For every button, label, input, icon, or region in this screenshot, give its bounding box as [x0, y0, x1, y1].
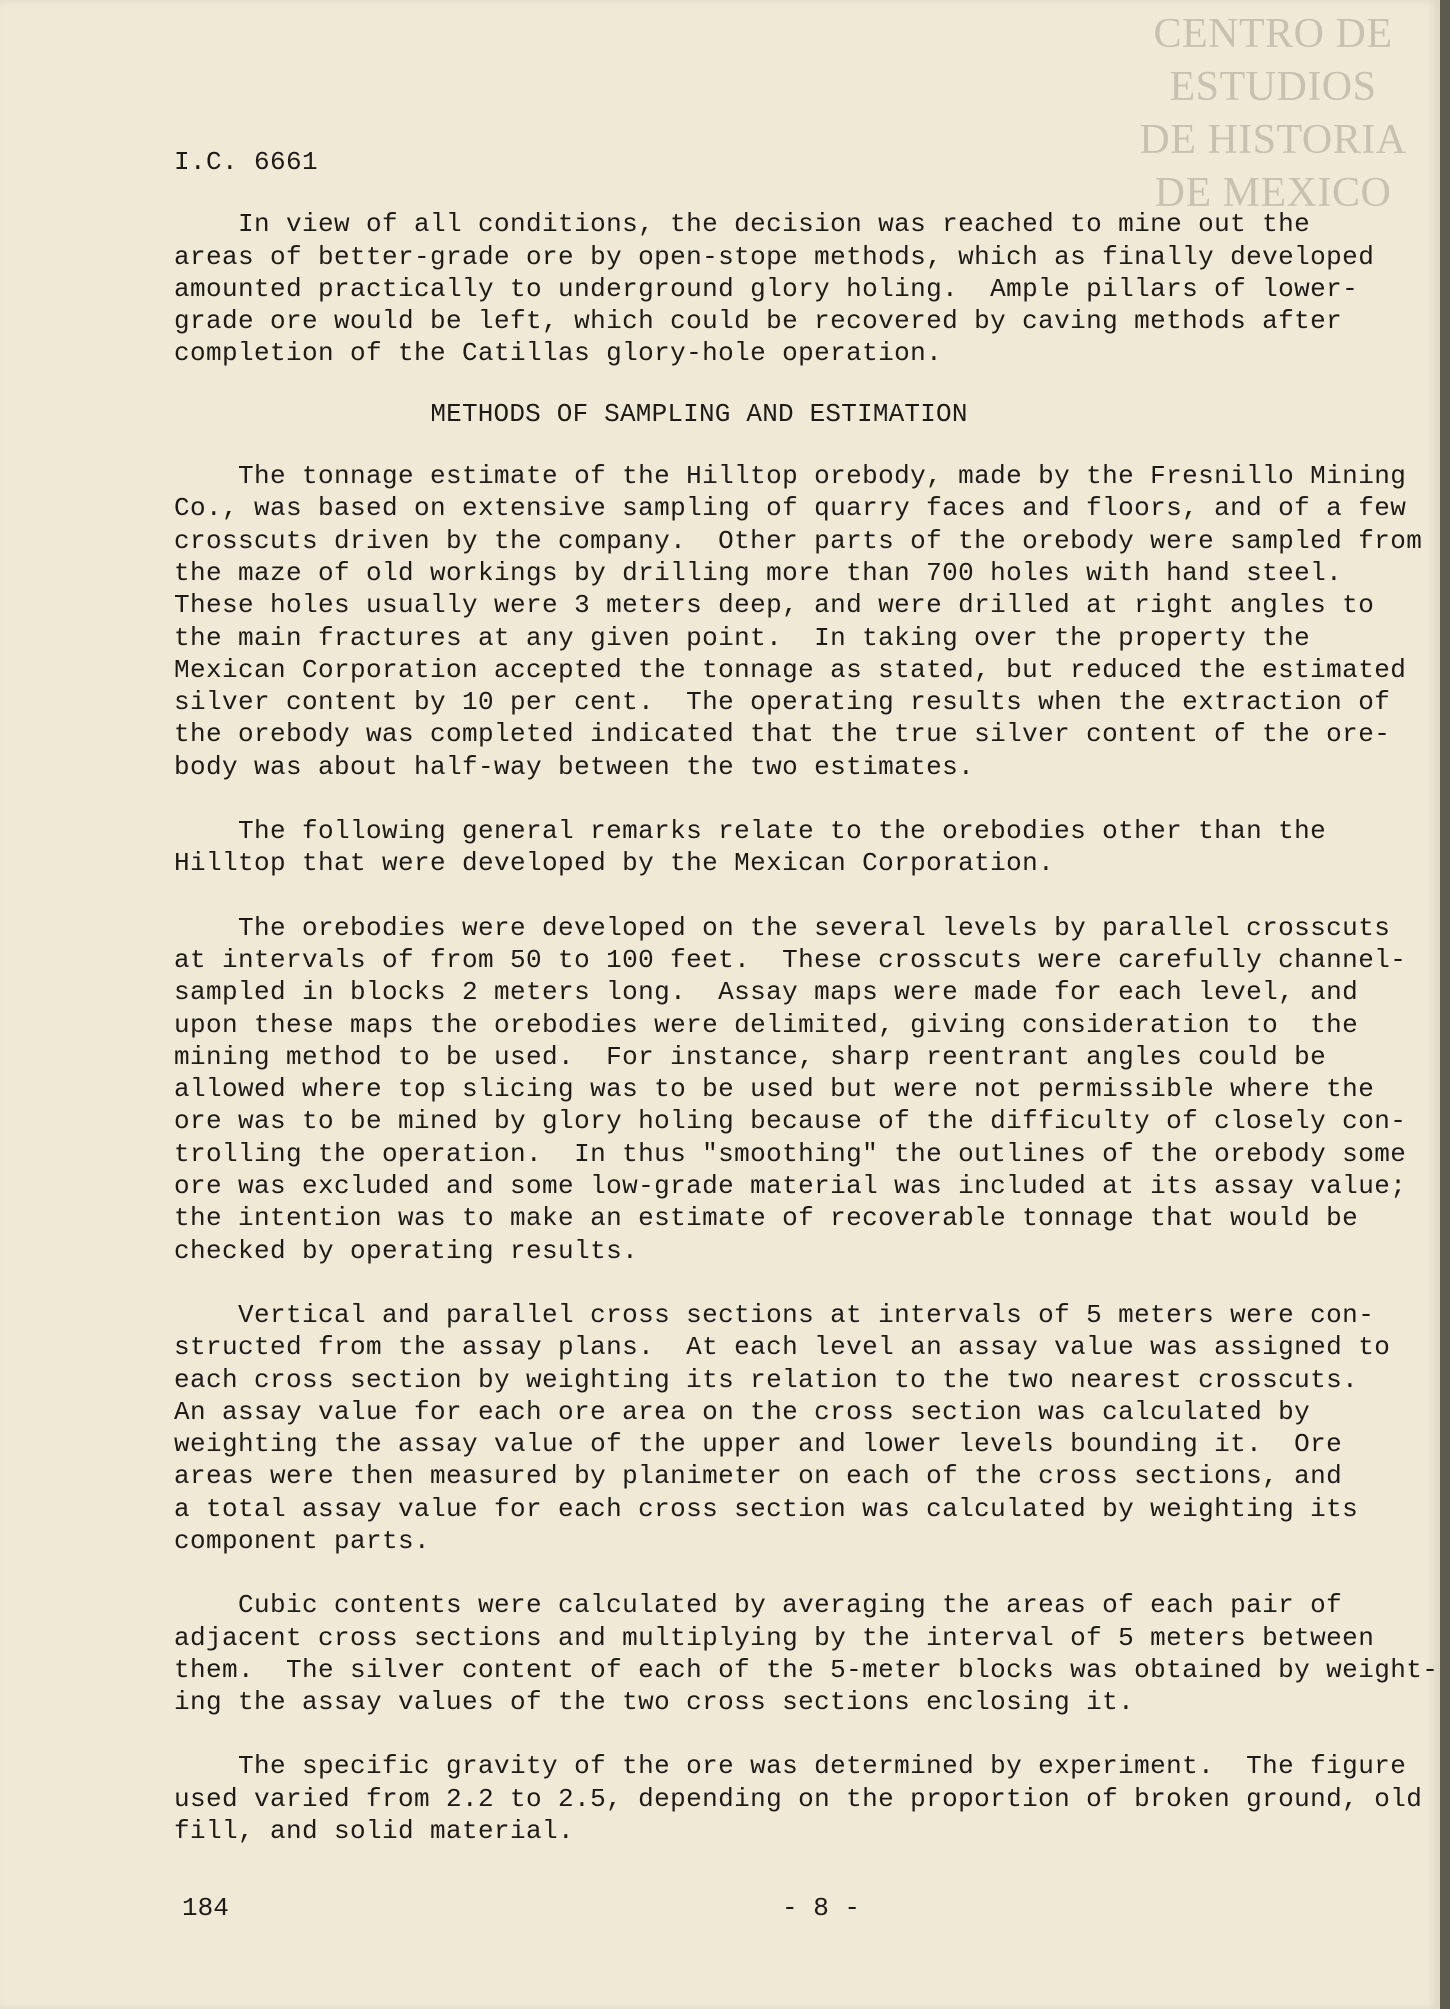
text-line: The orebodies were developed on the several levels by parallel crosscuts	[174, 912, 1391, 943]
text-line: upon these maps the orebodies were delimited, giving consideration to the	[174, 1009, 1359, 1040]
paragraph	[174, 1589, 1444, 1718]
text-line: allowed where top slicing was to be used but were not permissible where the	[174, 1074, 1375, 1105]
text-line: fill, and solid material.	[174, 1816, 575, 1847]
text-line: ore was to be mined by glory holing because of the difficulty of closely con-	[174, 1106, 1407, 1137]
watermark-line: DE HISTORIA	[1139, 117, 1407, 163]
text-line: them. The silver content of each of the 5-meter blocks was obtained by weight-	[174, 1654, 1439, 1685]
text-line: An assay value for each ore area on the cross section was calculated by	[174, 1396, 1311, 1427]
footer-number: 184	[182, 1893, 229, 1923]
text-line: Mexican Corporation accepted the tonnage as stated, but reduced the estimated	[174, 654, 1407, 685]
document-body	[174, 146, 1444, 1847]
text-line: The tonnage estimate of the Hilltop orebody, made by the Fresnillo Mining	[174, 461, 1407, 492]
text-line: crosscuts driven by the company. Other parts of the orebody were sampled from	[174, 525, 1423, 556]
paragraph	[174, 1299, 1444, 1557]
text-line: body was about half-way between the two estimates.	[174, 751, 975, 782]
text-line: weighting the assay value of the upper and lower levels bounding it. Ore	[174, 1429, 1343, 1460]
text-line: structed from the assay plans. At each level an assay value was assigned to	[174, 1332, 1391, 1363]
watermark-line: DE MEXICO	[1154, 170, 1392, 216]
text-line: component parts.	[174, 1525, 431, 1556]
text-line: amounted practically to underground glory holing. Ample pillars of lower-	[174, 273, 1359, 304]
text-line: Vertical and parallel cross sections at intervals of 5 meters were con-	[174, 1299, 1375, 1330]
watermark-line: ESTUDIOS	[1169, 64, 1377, 110]
paragraph	[174, 1750, 1444, 1847]
text-line: adjacent cross sections and multiplying by the interval of 5 meters between	[174, 1622, 1375, 1653]
section-heading: METHODS OF SAMPLING AND ESTIMATION	[430, 398, 968, 429]
text-line: In view of all conditions, the decision was reached to mine out the	[174, 209, 1311, 240]
text-line: used varied from 2.2 to 2.5, depending on the proportion of broken ground, old	[174, 1783, 1423, 1814]
scan-edge	[1440, 0, 1450, 2009]
paragraph	[174, 460, 1444, 783]
text-line: the maze of old workings by drilling more than 700 holes with hand steel.	[174, 557, 1343, 588]
text-line: areas of better-grade ore by open-stope methods, which as finally developed	[174, 241, 1375, 272]
text-line: completion of the Catillas glory-hole operation.	[174, 338, 943, 369]
text-line: ore was excluded and some low-grade material was included at its assay value;	[174, 1171, 1407, 1202]
text-line: sampled in blocks 2 meters long. Assay maps were made for each level, and	[174, 977, 1359, 1008]
page-number: - 8 -	[782, 1893, 861, 1923]
text-line: the intention was to make an estimate of recoverable tonnage that would be	[174, 1203, 1359, 1234]
watermark-line: CENTRO DE	[1153, 11, 1393, 57]
text-line: each cross section by weighting its relation to the two nearest crosscuts.	[174, 1364, 1359, 1395]
text-line: trolling the operation. In thus "smoothing" the outlines of the orebody some	[174, 1138, 1407, 1169]
paragraph	[174, 208, 1444, 369]
text-line: a total assay value for each cross section was calculated by weighting its	[174, 1493, 1359, 1524]
text-line: Cubic contents were calculated by averaging the areas of each pair of	[174, 1590, 1343, 1621]
text-line: Co., was based on extensive sampling of quarry faces and floors, and of a few	[174, 493, 1407, 524]
document-id: I.C. 6661	[174, 147, 319, 177]
text-line: the orebody was completed indicated that the true silver content of the ore-	[174, 719, 1391, 750]
text-line: silver content by 10 per cent. The operating results when the extraction of	[174, 687, 1391, 718]
text-line: areas were then measured by planimeter on each of the cross sections, and	[174, 1461, 1343, 1492]
text-line: Hilltop that were developed by the Mexican Corporation.	[174, 848, 1055, 879]
text-line: These holes usually were 3 meters deep, and were drilled at right angles to	[174, 590, 1375, 621]
paragraph	[174, 815, 1444, 880]
text-line: at intervals of from 50 to 100 feet. These crosscuts were carefully channel-	[174, 944, 1407, 975]
text-line: The following general remarks relate to the orebodies other than the	[174, 816, 1327, 847]
paragraph	[174, 912, 1444, 1267]
text-line: The specific gravity of the ore was determined by experiment. The figure	[174, 1751, 1407, 1782]
text-line: checked by operating results.	[174, 1235, 639, 1266]
text-line: the main fractures at any given point. In taking over the property the	[174, 622, 1311, 653]
text-line: ing the assay values of the two cross sections enclosing it.	[174, 1687, 1135, 1718]
text-line: grade ore would be left, which could be recovered by caving methods after	[174, 306, 1343, 337]
text-line: mining method to be used. For instance, sharp reentrant angles could be	[174, 1041, 1327, 1072]
